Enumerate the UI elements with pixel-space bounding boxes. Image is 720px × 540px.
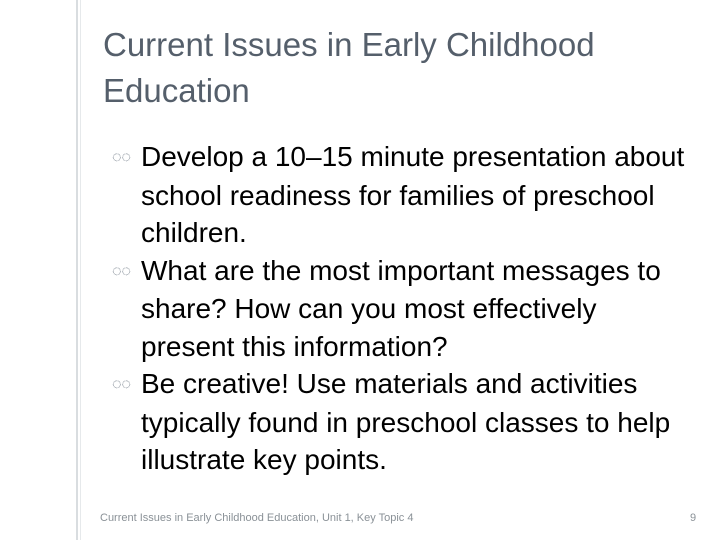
- bullet-list: [112, 138, 697, 479]
- bullet-icon: ◌◌: [112, 262, 132, 280]
- bullet-item: [112, 252, 697, 366]
- slide-title: Current Issues in Early Childhood Education: [103, 26, 595, 109]
- bullet-icon: ◌◌: [112, 376, 132, 393]
- slide-footer: Current Issues in Early Childhood Education, Unit 1, Key Topic 4: [100, 512, 414, 524]
- bullet-item: [112, 365, 697, 479]
- bullet-text: What are the most important messages to share? How can you most effectively present this information?: [141, 254, 661, 362]
- page-number: 9: [690, 512, 697, 524]
- bullet-text: Be creative! Use materials and activities typically found in preschool classes to help illustrate key points.: [141, 368, 671, 475]
- bullet-text: Develop a 10–15 minute presentation about school readiness for families of preschool children.: [141, 141, 685, 248]
- bullet-icon: ◌◌: [112, 149, 132, 166]
- left-rule-inner: [80, 0, 81, 540]
- bullet-item: [112, 138, 697, 252]
- left-rule: [76, 0, 78, 540]
